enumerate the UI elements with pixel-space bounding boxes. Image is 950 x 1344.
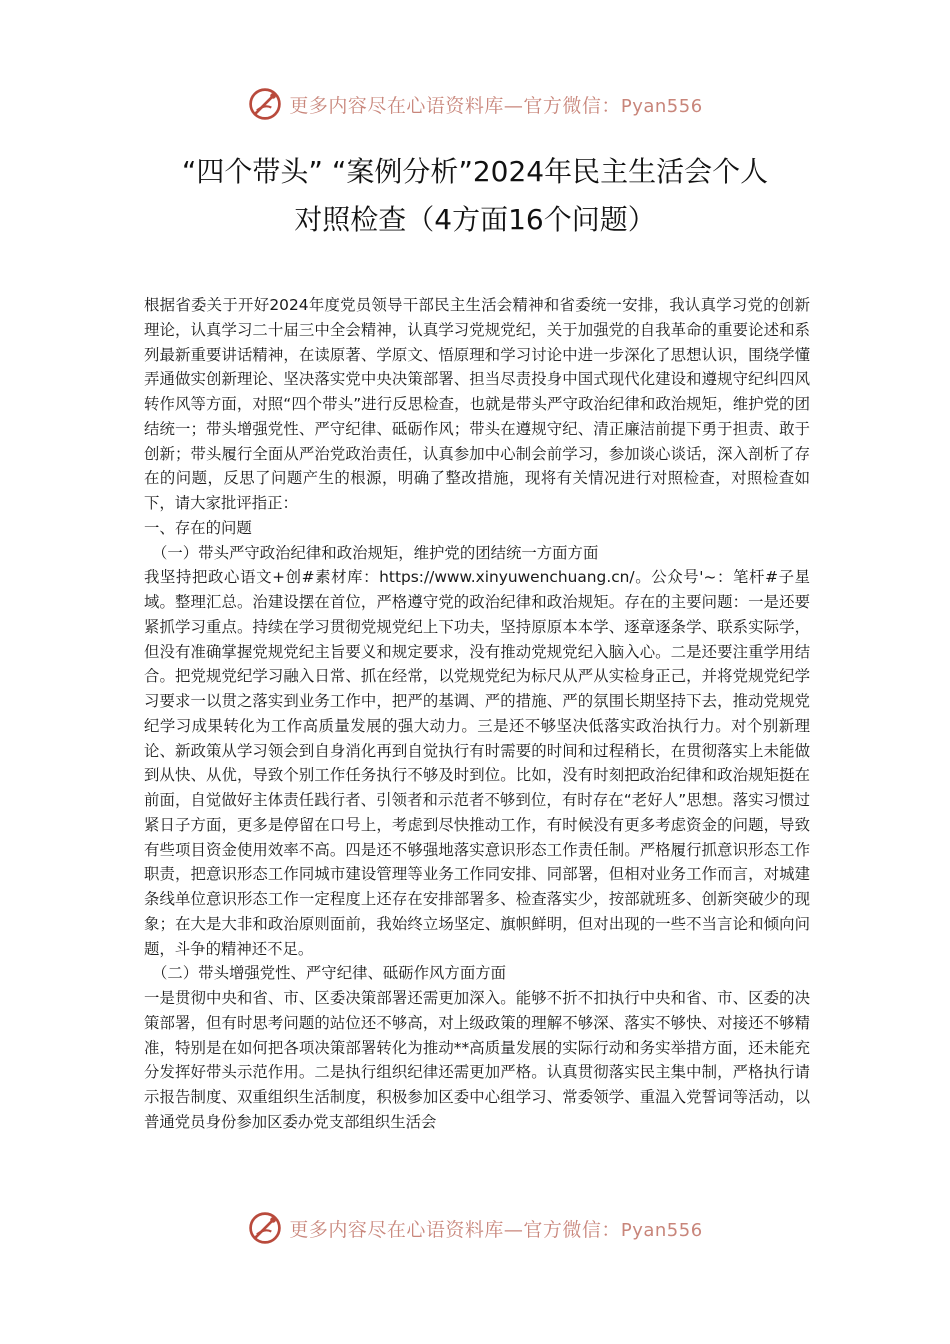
body-paragraph: 一是贯彻中央和省、市、区委决策部署还需更加深入。能够不折不扣执行中央和省、市、区委的决策部署，但有时思考问题的站位还不够高，对上级政策的理解不够深、落实不够快、对接还不够精准，特别是在如何把各项决策部署转化为推动**高质量发展的实际行动和务实举措方面，还未能充分发挥好带头示范作用。二是执行组织纪律还需更加严格。认真贯彻落实民主集中制，严格执行请示报告制度、双重组织生活制度，积极参加区委中心组学习、常委领学、重温入党誓词等活动，以普通党员身份参加区委办党支部组织生活会 xyxy=(144,989,810,1131)
title-line-2: 对照检查（4方面16个问题） xyxy=(294,203,656,236)
body-paragraph: 我坚持把政心语文+创#素材库：https://www.xinyuwenchuang.cn/。公众号'~：笔杆#子星域。整理汇总。治建设摆在首位，严格遵守党的政治纪律和政治规矩。存在的主要问题：一是还要紧抓学习重点。持续在学习贯彻党规党纪上下功夫，坚持原原本本学、逐章逐条学、联系实际学，但没有准确掌握党规党纪主旨要义和规定要求，没有推动党规党纪入脑入心。二是还要注重学用结合。把党规党纪学习融入日常、抓在经常，以党规党纪为标尺从严从实检身正己，并将党规党纪学习要求一以贯之落实到业务工作中，把严的基调、严的措施、严的氛围长期坚持下去，推动党规党纪学习成果转化为工作高质量发展的强大动力。三是还不够坚决低落实政治执行力。对个别新理论、新政策从学习领会到自身消化再到自觉执行有时需要的时间和过程稍长，在贯彻落实上未能做到从快、从优，导致个别工作任务执行不够及时到位。比如，没有时刻把政治纪律和政治规矩挺在前面，自觉做好主体责任践行者、引领者和示范者不够到位，有时存在“老好人”思想。落实习惯过紧日子方面，更多是停留在口号上，考虑到尽快推动工作，有时候没有更多考虑资金的问题，导致有些项目资金使用效率不高。四是还不够强地落实意识形态工作责任制。严格履行抓意识形态工作职责，把意识形态工作同城市建设管理等业务工作同安排、同部署，但相对业务工作而言，对城建条线单位意识形态工作一定程度上还存在安排部署多、检查落实少，按部就班多、创新突破少的现象；在大是大非和政治原则面前，我始终立场坚定、旗帜鲜明，但对出现的一些不当言论和倾向问题，斗争的精神还不足。 xyxy=(144,568,810,958)
subsection-heading: （一）带头严守政治纪律和政治规矩，维护党的团结统一方面方面 xyxy=(152,543,599,562)
intro-paragraph: 根据省委关于开好2024年度党员领导干部民主生活会精神和省委统一安排，我认真学习党的创新理论，认真学习二十届三中全会精神，认真学习党规党纪，关于加强党的自我革命的重要论述和系列最新重要讲话精神，在读原著、学原文、悟原理和学习讨论中进一步深化了思想认识，围绕学懂弄通做实创新理论、坚决落实党中央决策部署、担当尽责投身中国式现代化建设和遵规守纪纠四风转作风等方面，对照“四个带头”进行反思检查，也就是带头严守政治纪律和政治规矩，维护党的团结统一；带头增强党性、严守纪律、砥砺作风；带头在遵规守纪、清正廉洁前提下勇于担责、敢于创新；带头履行全面从严治党政治责任，认真参加中心制会前学习，参加谈心谈话，深入剖析了存在的问题，反思了问题产生的根源，明确了整改措施，现将有关情况进行对照检查，对照检查如下，请大家批评指正： xyxy=(144,296,810,512)
brush-logo-icon xyxy=(247,1210,283,1246)
brush-logo-icon xyxy=(247,86,283,122)
watermark-wechat-id: Pyan556 xyxy=(620,1219,703,1241)
title-line-1: “四个带头” “案例分析”2024年民主生活会个人 xyxy=(181,155,769,188)
document-title xyxy=(60,148,890,244)
watermark-footer xyxy=(0,1206,950,1250)
watermark-header xyxy=(0,82,950,126)
watermark-text: 更多内容尽在心语资料库—官方微信：Pyan556 xyxy=(289,94,703,117)
watermark-text: 更多内容尽在心语资料库—官方微信：Pyan556 xyxy=(289,1218,703,1241)
subsection-heading: （二）带头增强党性、严守纪律、砥砺作风方面方面 xyxy=(152,964,506,983)
watermark-wechat-id: Pyan556 xyxy=(620,95,703,117)
document-body xyxy=(144,293,810,1135)
section-heading: 一、存在的问题 xyxy=(144,518,252,537)
